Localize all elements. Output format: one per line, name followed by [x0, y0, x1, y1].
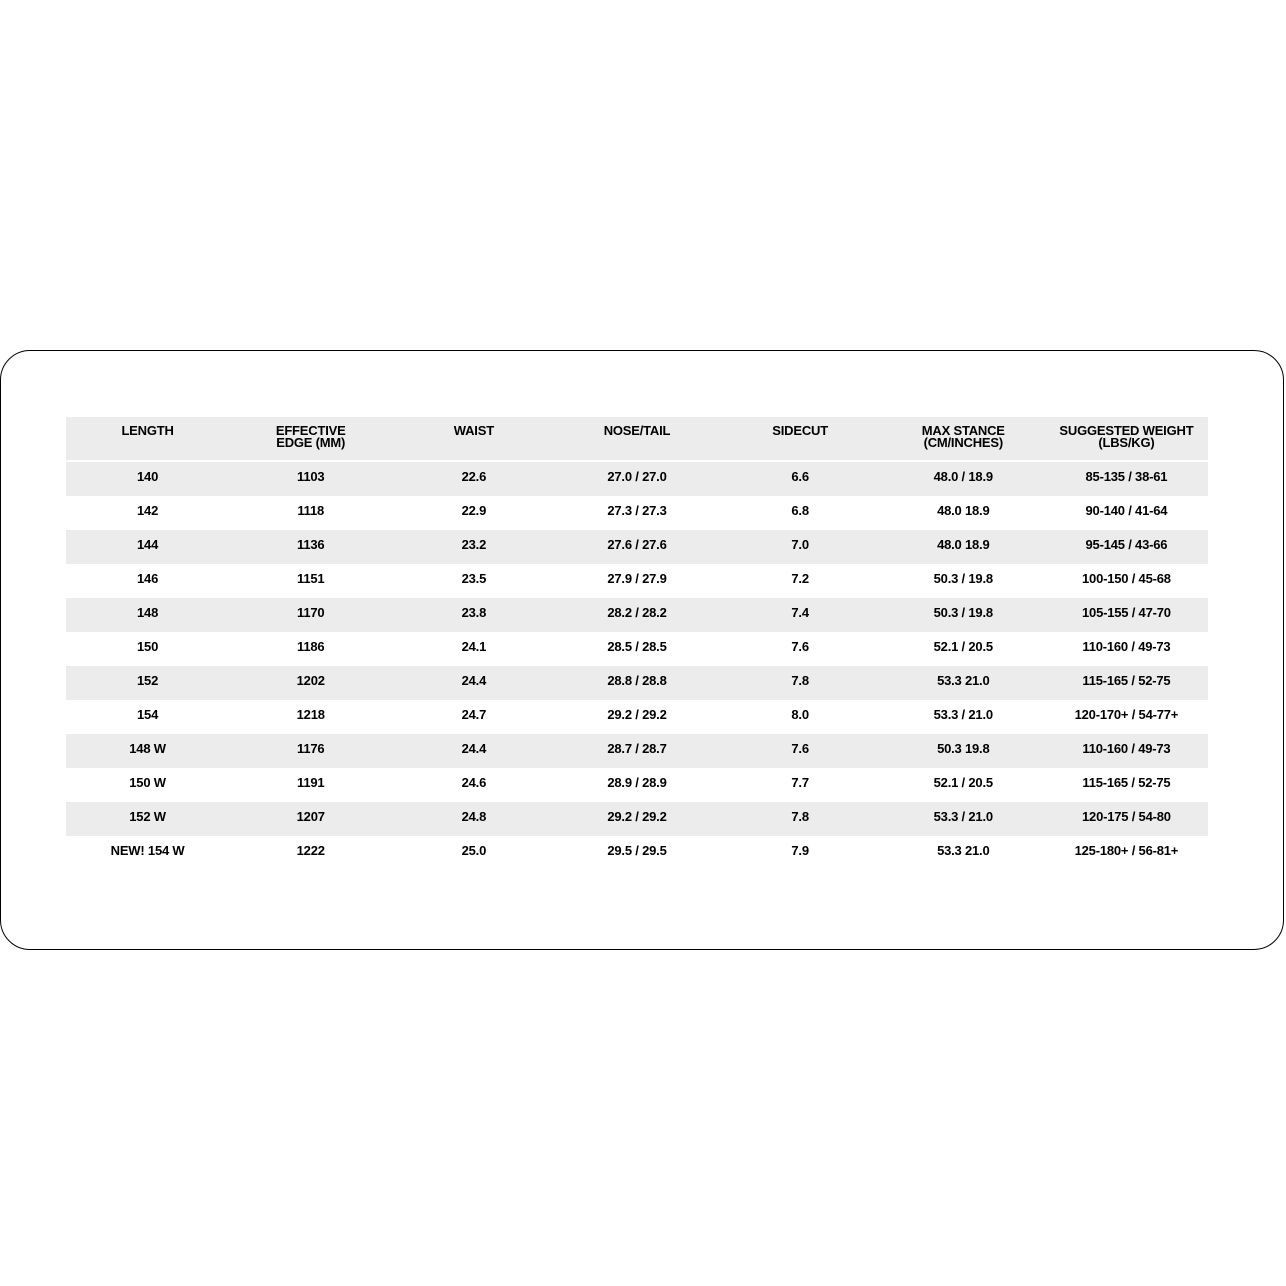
- cell-sidecut: 7.8: [719, 666, 882, 700]
- cell-nose-tail: 28.9 / 28.9: [555, 768, 718, 802]
- cell-nose-tail: 29.2 / 29.2: [555, 802, 718, 836]
- cell-length: 148 W: [66, 734, 229, 768]
- cell-length: NEW! 154 W: [66, 836, 229, 870]
- column-header-text: (CM/INCHES): [923, 435, 1003, 450]
- cell-nose-tail: 27.0 / 27.0: [555, 462, 718, 496]
- cell-waist: 24.1: [392, 632, 555, 666]
- cell-suggested-weight: 120-175 / 54-80: [1045, 802, 1208, 836]
- cell-effective-edge: 1191: [229, 768, 392, 802]
- table-row: [66, 530, 1208, 564]
- column-header-nose-tail: [555, 417, 718, 462]
- table-header: [66, 417, 1208, 462]
- cell-sidecut: 7.4: [719, 598, 882, 632]
- cell-nose-tail: 29.5 / 29.5: [555, 836, 718, 870]
- cell-max-stance: 53.3 21.0: [882, 836, 1045, 870]
- cell-effective-edge: 1118: [229, 496, 392, 530]
- cell-suggested-weight: 110-160 / 49-73: [1045, 632, 1208, 666]
- cell-waist: 24.4: [392, 666, 555, 700]
- cell-nose-tail: 27.6 / 27.6: [555, 530, 718, 564]
- cell-sidecut: 7.0: [719, 530, 882, 564]
- cell-waist: 23.5: [392, 564, 555, 598]
- cell-nose-tail: 28.5 / 28.5: [555, 632, 718, 666]
- cell-length: 154: [66, 700, 229, 734]
- cell-max-stance: 52.1 / 20.5: [882, 632, 1045, 666]
- cell-max-stance: 50.3 19.8: [882, 734, 1045, 768]
- table-body: [66, 462, 1208, 870]
- table-row: [66, 836, 1208, 870]
- cell-nose-tail: 29.2 / 29.2: [555, 700, 718, 734]
- cell-length: 152 W: [66, 802, 229, 836]
- column-header-text: SUGGESTED WEIGHT: [1059, 423, 1194, 438]
- cell-length: 152: [66, 666, 229, 700]
- cell-length: 146: [66, 564, 229, 598]
- cell-waist: 23.8: [392, 598, 555, 632]
- table-row: [66, 666, 1208, 700]
- cell-effective-edge: 1170: [229, 598, 392, 632]
- cell-max-stance: 52.1 / 20.5: [882, 768, 1045, 802]
- header-row: [66, 417, 1208, 462]
- column-header-text: (LBS/KG): [1098, 435, 1155, 450]
- cell-effective-edge: 1176: [229, 734, 392, 768]
- cell-waist: 24.4: [392, 734, 555, 768]
- table-row: [66, 734, 1208, 768]
- cell-suggested-weight: 90-140 / 41-64: [1045, 496, 1208, 530]
- cell-waist: 25.0: [392, 836, 555, 870]
- cell-waist: 23.2: [392, 530, 555, 564]
- cell-suggested-weight: 95-145 / 43-66: [1045, 530, 1208, 564]
- cell-suggested-weight: 100-150 / 45-68: [1045, 564, 1208, 598]
- cell-suggested-weight: 110-160 / 49-73: [1045, 734, 1208, 768]
- cell-sidecut: 7.7: [719, 768, 882, 802]
- cell-effective-edge: 1151: [229, 564, 392, 598]
- column-header-text: SIDECUT: [772, 423, 828, 438]
- cell-length: 150 W: [66, 768, 229, 802]
- cell-max-stance: 50.3 / 19.8: [882, 564, 1045, 598]
- cell-suggested-weight: 115-165 / 52-75: [1045, 768, 1208, 802]
- cell-sidecut: 6.8: [719, 496, 882, 530]
- cell-suggested-weight: 85-135 / 38-61: [1045, 462, 1208, 496]
- column-header-text: EDGE (MM): [276, 435, 346, 450]
- cell-nose-tail: 27.9 / 27.9: [555, 564, 718, 598]
- cell-suggested-weight: 105-155 / 47-70: [1045, 598, 1208, 632]
- cell-nose-tail: 28.8 / 28.8: [555, 666, 718, 700]
- cell-max-stance: 48.0 18.9: [882, 530, 1045, 564]
- column-header-waist: [392, 417, 555, 462]
- column-header-text: WAIST: [453, 423, 494, 438]
- cell-effective-edge: 1186: [229, 632, 392, 666]
- cell-max-stance: 50.3 / 19.8: [882, 598, 1045, 632]
- cell-waist: 24.8: [392, 802, 555, 836]
- column-header-sidecut: [719, 417, 882, 462]
- cell-effective-edge: 1202: [229, 666, 392, 700]
- cell-length: 150: [66, 632, 229, 666]
- column-header-text: LENGTH: [121, 423, 174, 438]
- cell-suggested-weight: 120-170+ / 54-77+: [1045, 700, 1208, 734]
- cell-sidecut: 7.9: [719, 836, 882, 870]
- cell-max-stance: 53.3 / 21.0: [882, 802, 1045, 836]
- cell-waist: 22.6: [392, 462, 555, 496]
- size-spec-table: [66, 417, 1208, 870]
- cell-waist: 22.9: [392, 496, 555, 530]
- cell-effective-edge: 1103: [229, 462, 392, 496]
- cell-length: 144: [66, 530, 229, 564]
- cell-waist: 24.7: [392, 700, 555, 734]
- column-header-text: EFFECTIVE: [275, 423, 346, 438]
- cell-effective-edge: 1136: [229, 530, 392, 564]
- cell-suggested-weight: 115-165 / 52-75: [1045, 666, 1208, 700]
- table-row: [66, 768, 1208, 802]
- column-header-suggested-weight: [1045, 417, 1208, 462]
- cell-sidecut: 6.6: [719, 462, 882, 496]
- cell-length: 140: [66, 462, 229, 496]
- cell-max-stance: 48.0 18.9: [882, 496, 1045, 530]
- column-header-max-stance: [882, 417, 1045, 462]
- cell-effective-edge: 1218: [229, 700, 392, 734]
- table-row: [66, 802, 1208, 836]
- cell-waist: 24.6: [392, 768, 555, 802]
- cell-max-stance: 53.3 / 21.0: [882, 700, 1045, 734]
- cell-max-stance: 48.0 / 18.9: [882, 462, 1045, 496]
- table-row: [66, 462, 1208, 496]
- column-header-text: MAX STANCE: [921, 423, 1005, 438]
- column-header-length: [66, 417, 229, 462]
- table-row: [66, 598, 1208, 632]
- column-header-text: NOSE/TAIL: [603, 423, 671, 438]
- cell-sidecut: 7.8: [719, 802, 882, 836]
- table-row: [66, 496, 1208, 530]
- cell-sidecut: 7.2: [719, 564, 882, 598]
- table-row: [66, 632, 1208, 666]
- cell-length: 142: [66, 496, 229, 530]
- cell-length: 148: [66, 598, 229, 632]
- cell-effective-edge: 1222: [229, 836, 392, 870]
- column-header-effective-edge: [229, 417, 392, 462]
- cell-sidecut: 7.6: [719, 632, 882, 666]
- cell-nose-tail: 27.3 / 27.3: [555, 496, 718, 530]
- cell-sidecut: 8.0: [719, 700, 882, 734]
- cell-suggested-weight: 125-180+ / 56-81+: [1045, 836, 1208, 870]
- cell-effective-edge: 1207: [229, 802, 392, 836]
- table-row: [66, 564, 1208, 598]
- cell-nose-tail: 28.7 / 28.7: [555, 734, 718, 768]
- cell-max-stance: 53.3 21.0: [882, 666, 1045, 700]
- table-row: [66, 700, 1208, 734]
- cell-sidecut: 7.6: [719, 734, 882, 768]
- cell-nose-tail: 28.2 / 28.2: [555, 598, 718, 632]
